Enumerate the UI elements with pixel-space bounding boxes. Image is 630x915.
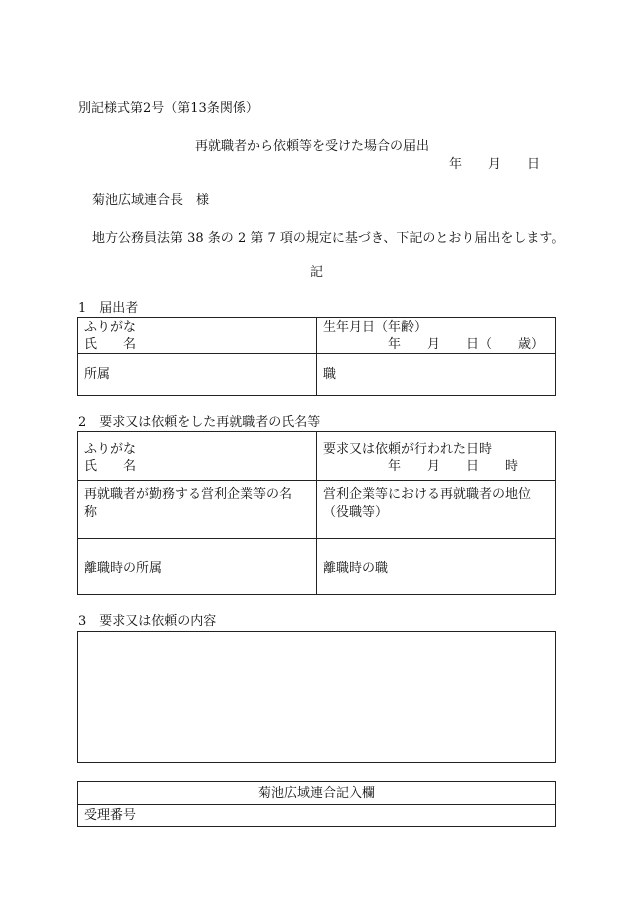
former-affiliation-label: 離職時の所属 [84, 561, 163, 576]
re-employee-furigana-label: ふりがな [84, 442, 137, 457]
request-datetime-value: 年 月 日 時 [388, 459, 519, 474]
birthdate-value: 年 月 日（ 歳） [388, 337, 545, 352]
row-divider [78, 804, 555, 805]
column-divider [316, 318, 317, 395]
column-divider [316, 432, 317, 594]
applicant-table [77, 317, 556, 396]
addressee: 菊池広域連合長 様 [92, 193, 210, 208]
request-content-box [77, 631, 556, 763]
re-employee-name-label: 氏 名 [84, 459, 137, 474]
applicant-furigana-label: ふりがな [84, 320, 137, 335]
section2-heading: 2 要求又は依頼をした再就職者の氏名等 [78, 415, 321, 430]
affiliation-label: 所属 [84, 367, 111, 382]
office-use-title: 菊池広域連合記入欄 [257, 786, 375, 801]
applicant-name-label: 氏 名 [84, 337, 137, 352]
section1-heading: 1 届出者 [78, 301, 139, 316]
birthdate-label: 生年月日（年齢） [323, 320, 428, 335]
company-name-label-line2: 称 [84, 505, 98, 520]
company-name-label-line1: 再就職者が勤務する営利企業等の名 [84, 487, 293, 502]
receipt-number-label: 受理番号 [84, 808, 137, 823]
office-use-table [77, 781, 556, 827]
former-position-label: 離職時の職 [323, 561, 389, 576]
request-datetime-label: 要求又は依頼が行われた日時 [323, 442, 493, 457]
form-number: 別記様式第2号（第13条関係） [78, 101, 259, 116]
date-line: 年 月 日 [449, 157, 541, 172]
statement: 地方公務員法第 38 条の 2 第 7 項の規定に基づき、下記のとおり届出をします。 [92, 231, 565, 246]
ki-label: 記 [310, 265, 324, 280]
document-title: 再就職者から依頼等を受けた場合の届出 [195, 139, 430, 154]
re-employee-table [77, 431, 556, 595]
company-status-label-line1: 営利企業等における再就職者の地位 [323, 487, 532, 502]
section3-heading: 3 要求又は依頼の内容 [78, 614, 217, 629]
position-label: 職 [323, 367, 337, 382]
company-status-label-line2: （役職等） [323, 505, 389, 520]
